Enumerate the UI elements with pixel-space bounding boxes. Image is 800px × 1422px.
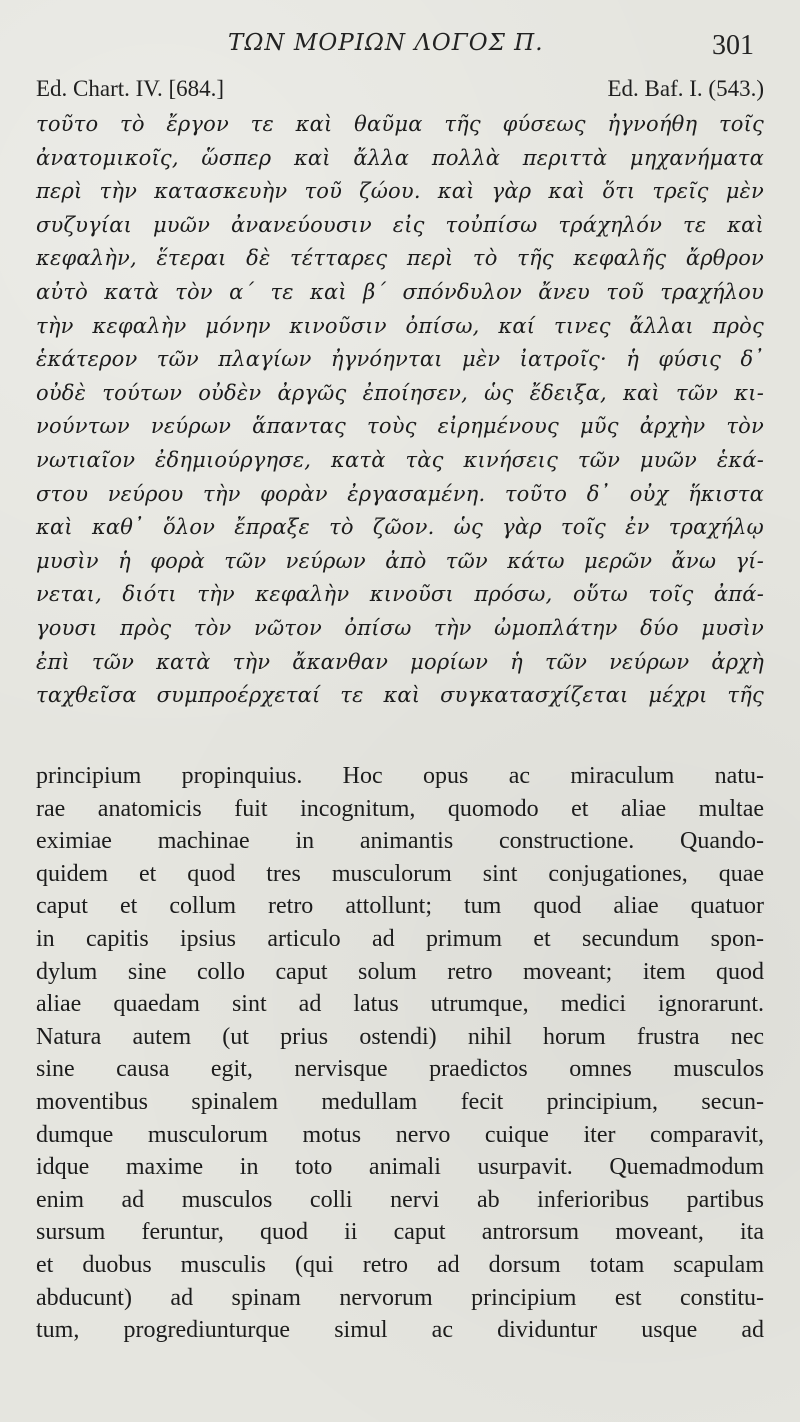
latin-line: moventibus spinalem medullam fecit principium, secun- [36, 1088, 764, 1115]
greek-line: νεται, διότι τὴν κεφαλὴν κινοῦσι πρόσω, οὕτω τοῖς ἀπά- [36, 582, 764, 607]
greek-line: καὶ καθ᾽ ὅλον ἔπραξε τὸ ζῶον. ὡς γὰρ τοῖς ἐν τραχήλῳ [36, 515, 764, 540]
greek-line: ταχθεῖσα συμπροέρχεταί τε καὶ συγκατασχίζεται μέχρι τῆς [36, 683, 764, 708]
greek-line: γουσι πρὸς τὸν νῶτον ὀπίσω τὴν ὠμοπλάτην δύο μυσὶν [36, 615, 764, 640]
latin-line: dylum sine collo caput solum retro moveant; item quod [36, 958, 764, 985]
latin-line: tum, progrediunturque simul ac dividuntur usque ad [36, 1317, 764, 1344]
greek-line: συζυγίαι μυῶν ἀνανεύουσιν εἰς τοὐπίσω τράχηλόν τε καὶ [36, 212, 764, 237]
latin-line: abducunt) ad spinam nervorum principium est constitu- [36, 1284, 764, 1311]
latin-line: et duobus musculis (qui retro ad dorsum totam scapulam [36, 1251, 764, 1278]
greek-line: ἐπὶ τῶν κατὰ τὴν ἄκανθαν μορίων ἡ τῶν νεύρων ἀρχὴ [36, 649, 764, 674]
greek-line: νούντων νεύρων ἅπαντας τοὺς εἰρημένους μῦς ἀρχὴν τὸν [36, 414, 764, 439]
latin-line: sursum feruntur, quod ii caput antrorsum moveant, ita [36, 1219, 764, 1246]
latin-line: quidem et quod tres musculorum sint conjugationes, quae [36, 860, 764, 887]
latin-line: enim ad musculos colli nervi ab inferioribus partibus [36, 1186, 764, 1213]
page-number: 301 [712, 30, 754, 61]
latin-line: dumque musculorum motus nervo cuique iter comparavit, [36, 1121, 764, 1148]
latin-line: principium propinquius. Hoc opus ac miraculum natu- [36, 763, 764, 789]
greek-line: ἑκάτερον τῶν πλαγίων ἠγνόηνται μὲν ἰατροῖς· ἡ φύσις δ᾽ [36, 347, 764, 372]
greek-line: νωτιαῖον ἐδημιούργησε, κατὰ τὰς κινήσεις τῶν μυῶν ἑκά- [36, 447, 764, 472]
latin-line: idque maxime in toto animali usurpavit. Quemadmodum [36, 1154, 764, 1181]
latin-line: Natura autem (ut prius ostendi) nihil horum frustra nec [36, 1023, 764, 1050]
greek-line: τοῦτο τὸ ἔργον τε καὶ θαῦμα τῆς φύσεως ἠγνοήθη τοῖς [36, 112, 764, 136]
greek-line: οὐδὲ τούτων οὐδὲν ἀργῶς ἐποίησεν, ὡς ἔδειξα, καὶ τῶν κι- [36, 380, 764, 405]
running-title: ΤΩΝ ΜΟΡΙΩΝ ΛΟΓΟΣ Π. [228, 30, 544, 56]
latin-line: rae anatomicis fuit incognitum, quomodo et aliae multae [36, 795, 764, 822]
latin-text-block [36, 760, 764, 1347]
latin-line: in capitis ipsius articulo ad primum et secundum spon- [36, 925, 764, 952]
latin-line: aliae quaedam sint ad latus utrumque, medici ignorarunt. [36, 991, 764, 1018]
greek-line: περὶ τὴν κατασκευὴν τοῦ ζώου. καὶ γὰρ καὶ ὅτι τρεῖς μὲν [36, 179, 764, 204]
greek-text-block [36, 108, 764, 713]
greek-line: τὴν κεφαλὴν μόνην κινοῦσιν ὀπίσω, καί τινες ἄλλαι πρὸς [36, 313, 764, 338]
latin-line: sine causa egit, nervisque praedictos omnes musculos [36, 1056, 764, 1083]
greek-line: κεφαλὴν, ἕτεραι δὲ τέτταρες περὶ τὸ τῆς κεφαλῆς ἄρθρον [36, 246, 764, 271]
latin-line: eximiae machinae in animantis constructione. Quando- [36, 828, 764, 855]
edition-chart-reference: Ed. Chart. IV. [684.] [36, 76, 225, 101]
greek-line: στου νεύρου τὴν φορὰν ἐργασαμένη. τοῦτο δ᾽ οὐχ ἥκιστα [36, 481, 764, 506]
latin-line: caput et collum retro attollunt; tum quod aliae quatuor [36, 893, 764, 920]
greek-line: μυσὶν ἡ φορὰ τῶν νεύρων ἀπὸ τῶν κάτω μερῶν ἄνω γί- [36, 548, 764, 573]
greek-line: ἀνατομικοῖς, ὥσπερ καὶ ἄλλα πολλὰ περιττὰ μηχανήματα [36, 145, 764, 170]
edition-references [0, 76, 800, 104]
running-head [0, 26, 800, 66]
edition-bas-reference: Ed. Baf. I. (543.) [607, 76, 764, 101]
greek-line: αὐτὸ κατὰ τὸν α΄ τε καὶ β΄ σπόνδυλον ἄνευ τοῦ τραχήλου [36, 279, 764, 304]
